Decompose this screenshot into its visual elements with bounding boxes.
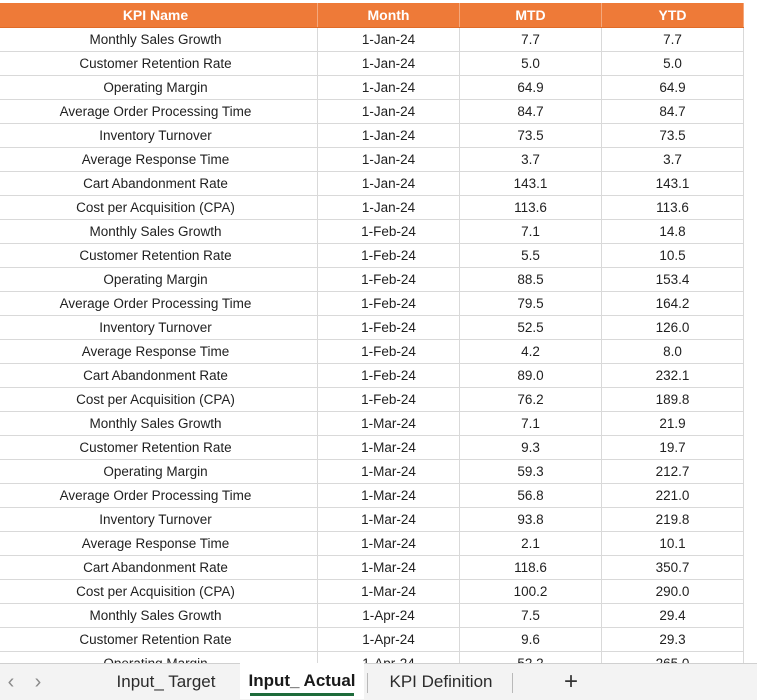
cell-month[interactable]: 1-Mar-24 xyxy=(318,436,460,459)
cell-kpi-name[interactable]: Average Response Time xyxy=(0,148,318,171)
cell-kpi-name[interactable]: Operating Margin xyxy=(0,268,318,291)
cell-ytd[interactable]: 189.8 xyxy=(602,388,744,411)
cell-ytd[interactable]: 143.1 xyxy=(602,172,744,195)
tab-divider xyxy=(367,673,368,693)
cell-mtd[interactable]: 56.8 xyxy=(460,484,602,507)
cell-mtd[interactable]: 7.1 xyxy=(460,220,602,243)
table-row xyxy=(0,244,744,268)
tab-label: Input_ Actual xyxy=(248,671,356,690)
cell-ytd[interactable]: 8.0 xyxy=(602,340,744,363)
cell-ytd[interactable]: 126.0 xyxy=(602,316,744,339)
cell-kpi-name[interactable]: Monthly Sales Growth xyxy=(0,220,318,243)
cell-mtd[interactable]: 2.1 xyxy=(460,532,602,555)
table-row xyxy=(0,604,744,628)
cell-ytd[interactable]: 10.1 xyxy=(602,532,744,555)
table-row xyxy=(0,52,744,76)
table-row xyxy=(0,76,744,100)
table-row xyxy=(0,148,744,172)
cell-kpi-name[interactable]: Cart Abandonment Rate xyxy=(0,556,318,579)
cell-mtd[interactable]: 7.7 xyxy=(460,28,602,51)
cell-mtd[interactable]: 59.3 xyxy=(460,460,602,483)
table-row xyxy=(0,532,744,556)
cell-mtd[interactable]: 76.2 xyxy=(460,388,602,411)
cell-kpi-name[interactable]: Customer Retention Rate xyxy=(0,244,318,267)
cell-ytd[interactable]: 64.9 xyxy=(602,76,744,99)
cell-kpi-name[interactable]: Inventory Turnover xyxy=(0,316,318,339)
table-row xyxy=(0,28,744,52)
cell-ytd[interactable]: 29.4 xyxy=(602,604,744,627)
add-sheet-icon[interactable]: + xyxy=(563,668,578,695)
cell-ytd[interactable]: 29.3 xyxy=(602,628,744,651)
table-row xyxy=(0,220,744,244)
header-month[interactable]: Month xyxy=(318,3,460,27)
tab-kpi-definition[interactable] xyxy=(372,664,510,700)
table-row xyxy=(0,388,744,412)
header-kpi-name[interactable]: KPI Name xyxy=(0,3,318,27)
cell-kpi-name[interactable]: Operating Margin xyxy=(0,76,318,99)
cell-kpi-name[interactable]: Customer Retention Rate xyxy=(0,52,318,75)
cell-kpi-name[interactable]: Monthly Sales Growth xyxy=(0,28,318,51)
cell-mtd[interactable]: 88.5 xyxy=(460,268,602,291)
cell-kpi-name[interactable]: Average Order Processing Time xyxy=(0,292,318,315)
cell-ytd[interactable]: 113.6 xyxy=(602,196,744,219)
cell-month[interactable]: 1-Jan-24 xyxy=(318,52,460,75)
cell-ytd[interactable]: 14.8 xyxy=(602,220,744,243)
tab-divider xyxy=(512,673,513,693)
cell-mtd[interactable]: 79.5 xyxy=(460,292,602,315)
cell-mtd[interactable]: 7.1 xyxy=(460,412,602,435)
tab-label: Input_ Target xyxy=(116,672,216,691)
chevron-right-icon[interactable]: › xyxy=(34,670,42,693)
table-row xyxy=(0,196,744,220)
table-row xyxy=(0,292,744,316)
cell-ytd[interactable]: 73.5 xyxy=(602,124,744,147)
cell-kpi-name[interactable]: Inventory Turnover xyxy=(0,124,318,147)
tab-input-actual[interactable] xyxy=(240,663,364,699)
table-row xyxy=(0,268,744,292)
cell-kpi-name[interactable]: Cost per Acquisition (CPA) xyxy=(0,388,318,411)
cell-mtd[interactable]: 64.9 xyxy=(460,76,602,99)
cell-ytd[interactable]: 153.4 xyxy=(602,268,744,291)
cell-kpi-name[interactable]: Customer Retention Rate xyxy=(0,628,318,651)
cell-month[interactable]: 1-Mar-24 xyxy=(318,412,460,435)
cell-month[interactable]: 1-Apr-24 xyxy=(318,604,460,627)
cell-ytd[interactable]: 10.5 xyxy=(602,244,744,267)
cell-kpi-name[interactable]: Cost per Acquisition (CPA) xyxy=(0,580,318,603)
cell-month[interactable]: 1-Feb-24 xyxy=(318,340,460,363)
cell-ytd[interactable]: 5.0 xyxy=(602,52,744,75)
table-row xyxy=(0,412,744,436)
chevron-left-icon[interactable]: ‹ xyxy=(7,670,15,693)
cell-ytd[interactable]: 212.7 xyxy=(602,460,744,483)
cell-month[interactable]: 1-Feb-24 xyxy=(318,316,460,339)
table-body xyxy=(0,28,744,676)
cell-month[interactable]: 1-Jan-24 xyxy=(318,124,460,147)
cell-mtd[interactable]: 5.5 xyxy=(460,244,602,267)
tab-input-target[interactable] xyxy=(100,664,232,700)
cell-mtd[interactable]: 9.6 xyxy=(460,628,602,651)
cell-mtd[interactable]: 84.7 xyxy=(460,100,602,123)
table-row xyxy=(0,100,744,124)
cell-month[interactable]: 1-Jan-24 xyxy=(318,196,460,219)
cell-month[interactable]: 1-Feb-24 xyxy=(318,292,460,315)
cell-mtd[interactable]: 52.5 xyxy=(460,316,602,339)
sheet-tab-bar xyxy=(0,663,757,700)
cell-month[interactable]: 1-Feb-24 xyxy=(318,220,460,243)
cell-month[interactable]: 1-Feb-24 xyxy=(318,388,460,411)
kpi-table xyxy=(0,3,744,676)
table-row xyxy=(0,556,744,580)
table-row xyxy=(0,508,744,532)
cell-month[interactable]: 1-Mar-24 xyxy=(318,532,460,555)
header-ytd[interactable]: YTD xyxy=(602,3,744,27)
table-row xyxy=(0,316,744,340)
cell-mtd[interactable]: 4.2 xyxy=(460,340,602,363)
table-row xyxy=(0,172,744,196)
cell-mtd[interactable]: 5.0 xyxy=(460,52,602,75)
cell-month[interactable]: 1-Jan-24 xyxy=(318,28,460,51)
cell-month[interactable]: 1-Mar-24 xyxy=(318,580,460,603)
cell-mtd[interactable]: 118.6 xyxy=(460,556,602,579)
cell-mtd[interactable]: 100.2 xyxy=(460,580,602,603)
cell-month[interactable]: 1-Mar-24 xyxy=(318,460,460,483)
table-row xyxy=(0,436,744,460)
cell-mtd[interactable]: 7.5 xyxy=(460,604,602,627)
cell-ytd[interactable]: 7.7 xyxy=(602,28,744,51)
cell-mtd[interactable]: 89.0 xyxy=(460,364,602,387)
table-row xyxy=(0,580,744,604)
table-row xyxy=(0,340,744,364)
cell-month[interactable]: 1-Feb-24 xyxy=(318,268,460,291)
cell-month[interactable]: 1-Mar-24 xyxy=(318,556,460,579)
cell-kpi-name[interactable]: Cart Abandonment Rate xyxy=(0,172,318,195)
table-row xyxy=(0,460,744,484)
table-header-row xyxy=(0,3,744,28)
table-row xyxy=(0,484,744,508)
cell-kpi-name[interactable]: Cart Abandonment Rate xyxy=(0,364,318,387)
cell-kpi-name[interactable]: Average Order Processing Time xyxy=(0,484,318,507)
tab-label: KPI Definition xyxy=(389,672,493,691)
table-row xyxy=(0,124,744,148)
cell-month[interactable]: 1-Mar-24 xyxy=(318,484,460,507)
cell-ytd[interactable]: 21.9 xyxy=(602,412,744,435)
cell-ytd[interactable]: 350.7 xyxy=(602,556,744,579)
cell-month[interactable]: 1-Jan-24 xyxy=(318,148,460,171)
table-row xyxy=(0,628,744,652)
cell-kpi-name[interactable]: Average Response Time xyxy=(0,340,318,363)
cell-kpi-name[interactable]: Operating Margin xyxy=(0,460,318,483)
cell-kpi-name[interactable]: Monthly Sales Growth xyxy=(0,604,318,627)
active-tab-indicator xyxy=(250,693,354,696)
cell-ytd[interactable]: 84.7 xyxy=(602,100,744,123)
cell-ytd[interactable]: 290.0 xyxy=(602,580,744,603)
cell-mtd[interactable]: 9.3 xyxy=(460,436,602,459)
table-row xyxy=(0,364,744,388)
cell-month[interactable]: 1-Jan-24 xyxy=(318,100,460,123)
cell-mtd[interactable]: 143.1 xyxy=(460,172,602,195)
cell-mtd[interactable]: 3.7 xyxy=(460,148,602,171)
cell-kpi-name[interactable]: Inventory Turnover xyxy=(0,508,318,531)
cell-ytd[interactable]: 164.2 xyxy=(602,292,744,315)
header-mtd[interactable]: MTD xyxy=(460,3,602,27)
cell-month[interactable]: 1-Apr-24 xyxy=(318,628,460,651)
cell-ytd[interactable]: 232.1 xyxy=(602,364,744,387)
cell-kpi-name[interactable]: Monthly Sales Growth xyxy=(0,412,318,435)
cell-mtd[interactable]: 73.5 xyxy=(460,124,602,147)
cell-mtd[interactable]: 93.8 xyxy=(460,508,602,531)
cell-ytd[interactable]: 19.7 xyxy=(602,436,744,459)
cell-month[interactable]: 1-Feb-24 xyxy=(318,244,460,267)
cell-mtd[interactable]: 113.6 xyxy=(460,196,602,219)
cell-kpi-name[interactable]: Average Order Processing Time xyxy=(0,100,318,123)
cell-ytd[interactable]: 3.7 xyxy=(602,148,744,171)
cell-month[interactable]: 1-Mar-24 xyxy=(318,508,460,531)
cell-kpi-name[interactable]: Cost per Acquisition (CPA) xyxy=(0,196,318,219)
cell-month[interactable]: 1-Feb-24 xyxy=(318,364,460,387)
cell-month[interactable]: 1-Jan-24 xyxy=(318,76,460,99)
cell-kpi-name[interactable]: Average Response Time xyxy=(0,532,318,555)
cell-kpi-name[interactable]: Customer Retention Rate xyxy=(0,436,318,459)
cell-ytd[interactable]: 219.8 xyxy=(602,508,744,531)
cell-month[interactable]: 1-Jan-24 xyxy=(318,172,460,195)
cell-ytd[interactable]: 221.0 xyxy=(602,484,744,507)
